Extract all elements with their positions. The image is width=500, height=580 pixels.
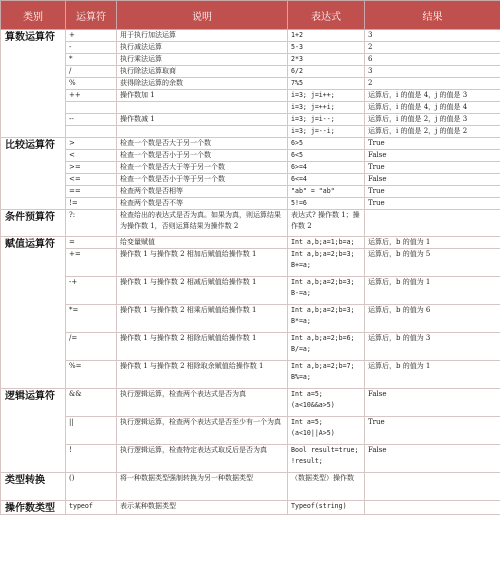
operator-cell: == — [66, 186, 117, 198]
description-cell — [117, 102, 288, 114]
table-row — [1, 54, 500, 66]
description-cell: 执行乘法运算 — [117, 54, 288, 66]
operator-cell: >= — [66, 162, 117, 174]
operator-cell: * — [66, 54, 117, 66]
result-cell: 2 — [365, 42, 500, 54]
result-cell: False — [365, 389, 500, 417]
result-cell: 2 — [365, 78, 500, 90]
table-row — [1, 249, 500, 277]
description-cell: 执行逻辑运算，检查两个表达式是否至少有一个为真 — [117, 417, 288, 445]
description-cell: 操作数 1 与操作数 2 相除取余赋值给操作数 1 — [117, 361, 288, 389]
description-cell: 执行逻辑运算，检查特定表达式取反后是否为真 — [117, 445, 288, 473]
result-cell: 运算后，b 的值为 6 — [365, 305, 500, 333]
expression-cell: 5!=6 — [288, 198, 365, 210]
expression-cell: "ab" = "ab" — [288, 186, 365, 198]
header-expression: 表达式 — [288, 1, 365, 30]
expression-cell: i=3; j=i++; — [288, 90, 365, 102]
description-cell: 检查一个数是否大于另一个数 — [117, 138, 288, 150]
table-row — [1, 114, 500, 126]
table-row — [1, 305, 500, 333]
result-cell: 运算后，b 的值为 5 — [365, 249, 500, 277]
expression-cell: （数据类型）操作数 — [288, 473, 365, 501]
table-row — [1, 42, 500, 54]
description-cell: 表示某种数据类型 — [117, 501, 288, 515]
category-assignment: 赋值运算符 — [1, 237, 66, 389]
result-cell: 3 — [365, 66, 500, 78]
result-cell: 运算后，b 的值为 3 — [365, 333, 500, 361]
table-row — [1, 473, 500, 501]
result-cell: 运算后，i 的值是 2，j 的值是 2 — [365, 126, 500, 138]
operator-cell: ++ — [66, 90, 117, 102]
table-row — [1, 126, 500, 138]
table-row — [1, 66, 500, 78]
description-cell: 检查两个数是否不等 — [117, 198, 288, 210]
description-cell: 执行除法运算取商 — [117, 66, 288, 78]
table-row — [1, 389, 500, 417]
expression-cell: i=3; j=i--; — [288, 114, 365, 126]
description-cell: 执行减法运算 — [117, 42, 288, 54]
table-row — [1, 210, 500, 237]
result-cell: True — [365, 198, 500, 210]
expression-cell: 表达式? 操作数 1；操作数 2 — [288, 210, 365, 237]
header-row — [1, 1, 500, 30]
table-row — [1, 90, 500, 102]
expression-cell: 6<5 — [288, 150, 365, 162]
result-cell — [365, 501, 500, 515]
description-cell: 操作数 1 与操作数 2 相加后赋值给操作数 1 — [117, 249, 288, 277]
expression-cell: Int a,b;a=1;b=a; — [288, 237, 365, 249]
operator-cell: += — [66, 249, 117, 277]
operator-cell: /= — [66, 333, 117, 361]
operator-cell: <= — [66, 174, 117, 186]
expression-cell: 6<=4 — [288, 174, 365, 186]
description-cell: 操作数 1 与操作数 2 相除后赋值给操作数 1 — [117, 333, 288, 361]
expression-cell: Int a=5; (a<10||A>5) — [288, 417, 365, 445]
description-cell: 给变量赋值 — [117, 237, 288, 249]
description-cell: 执行逻辑运算，检查两个表达式是否为真 — [117, 389, 288, 417]
operator-cell: () — [66, 473, 117, 501]
operator-cell: < — [66, 150, 117, 162]
table-row — [1, 186, 500, 198]
header-result: 结果 — [365, 1, 500, 30]
operator-cell — [66, 126, 117, 138]
operator-cell: % — [66, 78, 117, 90]
table-row — [1, 138, 500, 150]
result-cell: True — [365, 417, 500, 445]
result-cell: 运算后，i 的值是 2，j 的值是 3 — [365, 114, 500, 126]
description-cell: 操作数 1 与操作数 2 相乘后赋值给操作数 1 — [117, 305, 288, 333]
expression-cell: 2*3 — [288, 54, 365, 66]
result-cell: True — [365, 186, 500, 198]
expression-cell: Int a,b;a=2;b=7; B%=a; — [288, 361, 365, 389]
result-cell: False — [365, 150, 500, 162]
table-row — [1, 198, 500, 210]
table-row — [1, 333, 500, 361]
operator-cell: ?: — [66, 210, 117, 237]
table-row — [1, 237, 500, 249]
category-arithmetic: 算数运算符 — [1, 30, 66, 138]
description-cell: 操作数加 1 — [117, 90, 288, 102]
table-row — [1, 501, 500, 515]
result-cell: 3 — [365, 30, 500, 42]
result-cell: False — [365, 445, 500, 473]
table-row — [1, 417, 500, 445]
operator-cell: || — [66, 417, 117, 445]
expression-cell: 1+2 — [288, 30, 365, 42]
operator-cell: - — [66, 42, 117, 54]
result-cell: 运算后，i 的值是 4，j 的值是 4 — [365, 102, 500, 114]
category-conversion: 类型转换 — [1, 473, 66, 501]
description-cell: 操作数 1 与操作数 2 相减后赋值给操作数 1 — [117, 277, 288, 305]
description-cell: 检查给出的表达式是否为真。如果为真，则运算结果为操作数 1，否则运算结果为操作数 2 — [117, 210, 288, 237]
result-cell — [365, 473, 500, 501]
result-cell: False — [365, 174, 500, 186]
result-cell: 运算后，i 的值是 4，j 的值是 3 — [365, 90, 500, 102]
header-operator: 运算符 — [66, 1, 117, 30]
operator-cell: ! — [66, 445, 117, 473]
header-description: 说明 — [117, 1, 288, 30]
result-cell: 6 — [365, 54, 500, 66]
result-cell — [365, 210, 500, 237]
table-row — [1, 445, 500, 473]
result-cell: 运算后，b 的值为 1 — [365, 237, 500, 249]
operator-cell: / — [66, 66, 117, 78]
expression-cell: 6>5 — [288, 138, 365, 150]
table-row — [1, 162, 500, 174]
expression-cell: 6>=4 — [288, 162, 365, 174]
operator-cell: && — [66, 389, 117, 417]
operator-cell — [66, 102, 117, 114]
table-row — [1, 102, 500, 114]
description-cell: 用于执行加法运算 — [117, 30, 288, 42]
category-conditional: 条件预算符 — [1, 210, 66, 237]
operator-cell: typeof — [66, 501, 117, 515]
description-cell — [117, 126, 288, 138]
description-cell: 获得除法运算的余数 — [117, 78, 288, 90]
description-cell: 操作数减 1 — [117, 114, 288, 126]
description-cell: 检查一个数是否大于等于另一个数 — [117, 162, 288, 174]
operator-cell: -- — [66, 114, 117, 126]
expression-cell: i=3; j=--i; — [288, 126, 365, 138]
expression-cell: Int a,b;a=2;b=3; B-=a; — [288, 277, 365, 305]
category-typeop: 操作数类型 — [1, 501, 66, 515]
expression-cell: i=3; j=++i; — [288, 102, 365, 114]
expression-cell: 7%5 — [288, 78, 365, 90]
table-row — [1, 361, 500, 389]
operator-cell: + — [66, 30, 117, 42]
category-comparison: 比较运算符 — [1, 138, 66, 210]
header-category: 类别 — [1, 1, 66, 30]
category-logical: 逻辑运算符 — [1, 389, 66, 473]
table-row — [1, 30, 500, 42]
operator-cell: = — [66, 237, 117, 249]
expression-cell: Int a=5; (a<10&&a>5) — [288, 389, 365, 417]
expression-cell: 6/2 — [288, 66, 365, 78]
table-row — [1, 150, 500, 162]
table-row — [1, 277, 500, 305]
operator-cell: > — [66, 138, 117, 150]
expression-cell: Int a,b;a=2;b=3; B+=a; — [288, 249, 365, 277]
operator-cell: -+ — [66, 277, 117, 305]
description-cell: 检查一个数是否小于另一个数 — [117, 150, 288, 162]
expression-cell: Int a,b;a=2;b=3; B*=a; — [288, 305, 365, 333]
table-row — [1, 78, 500, 90]
expression-cell: 5-3 — [288, 42, 365, 54]
description-cell: 检查一个数是否小于等于另一个数 — [117, 174, 288, 186]
description-cell: 检查两个数是否相等 — [117, 186, 288, 198]
operator-cell: != — [66, 198, 117, 210]
result-cell: 运算后，b 的值为 1 — [365, 361, 500, 389]
expression-cell: Int a,b;a=2;b=6; B/=a; — [288, 333, 365, 361]
expression-cell: Bool result=true; !result; — [288, 445, 365, 473]
operator-cell: *= — [66, 305, 117, 333]
expression-cell: Typeof(string) — [288, 501, 365, 515]
operator-cell: %= — [66, 361, 117, 389]
description-cell: 将一种数据类型强制转换为另一种数据类型 — [117, 473, 288, 501]
result-cell: True — [365, 162, 500, 174]
result-cell: True — [365, 138, 500, 150]
result-cell: 运算后，b 的值为 1 — [365, 277, 500, 305]
table-row — [1, 174, 500, 186]
